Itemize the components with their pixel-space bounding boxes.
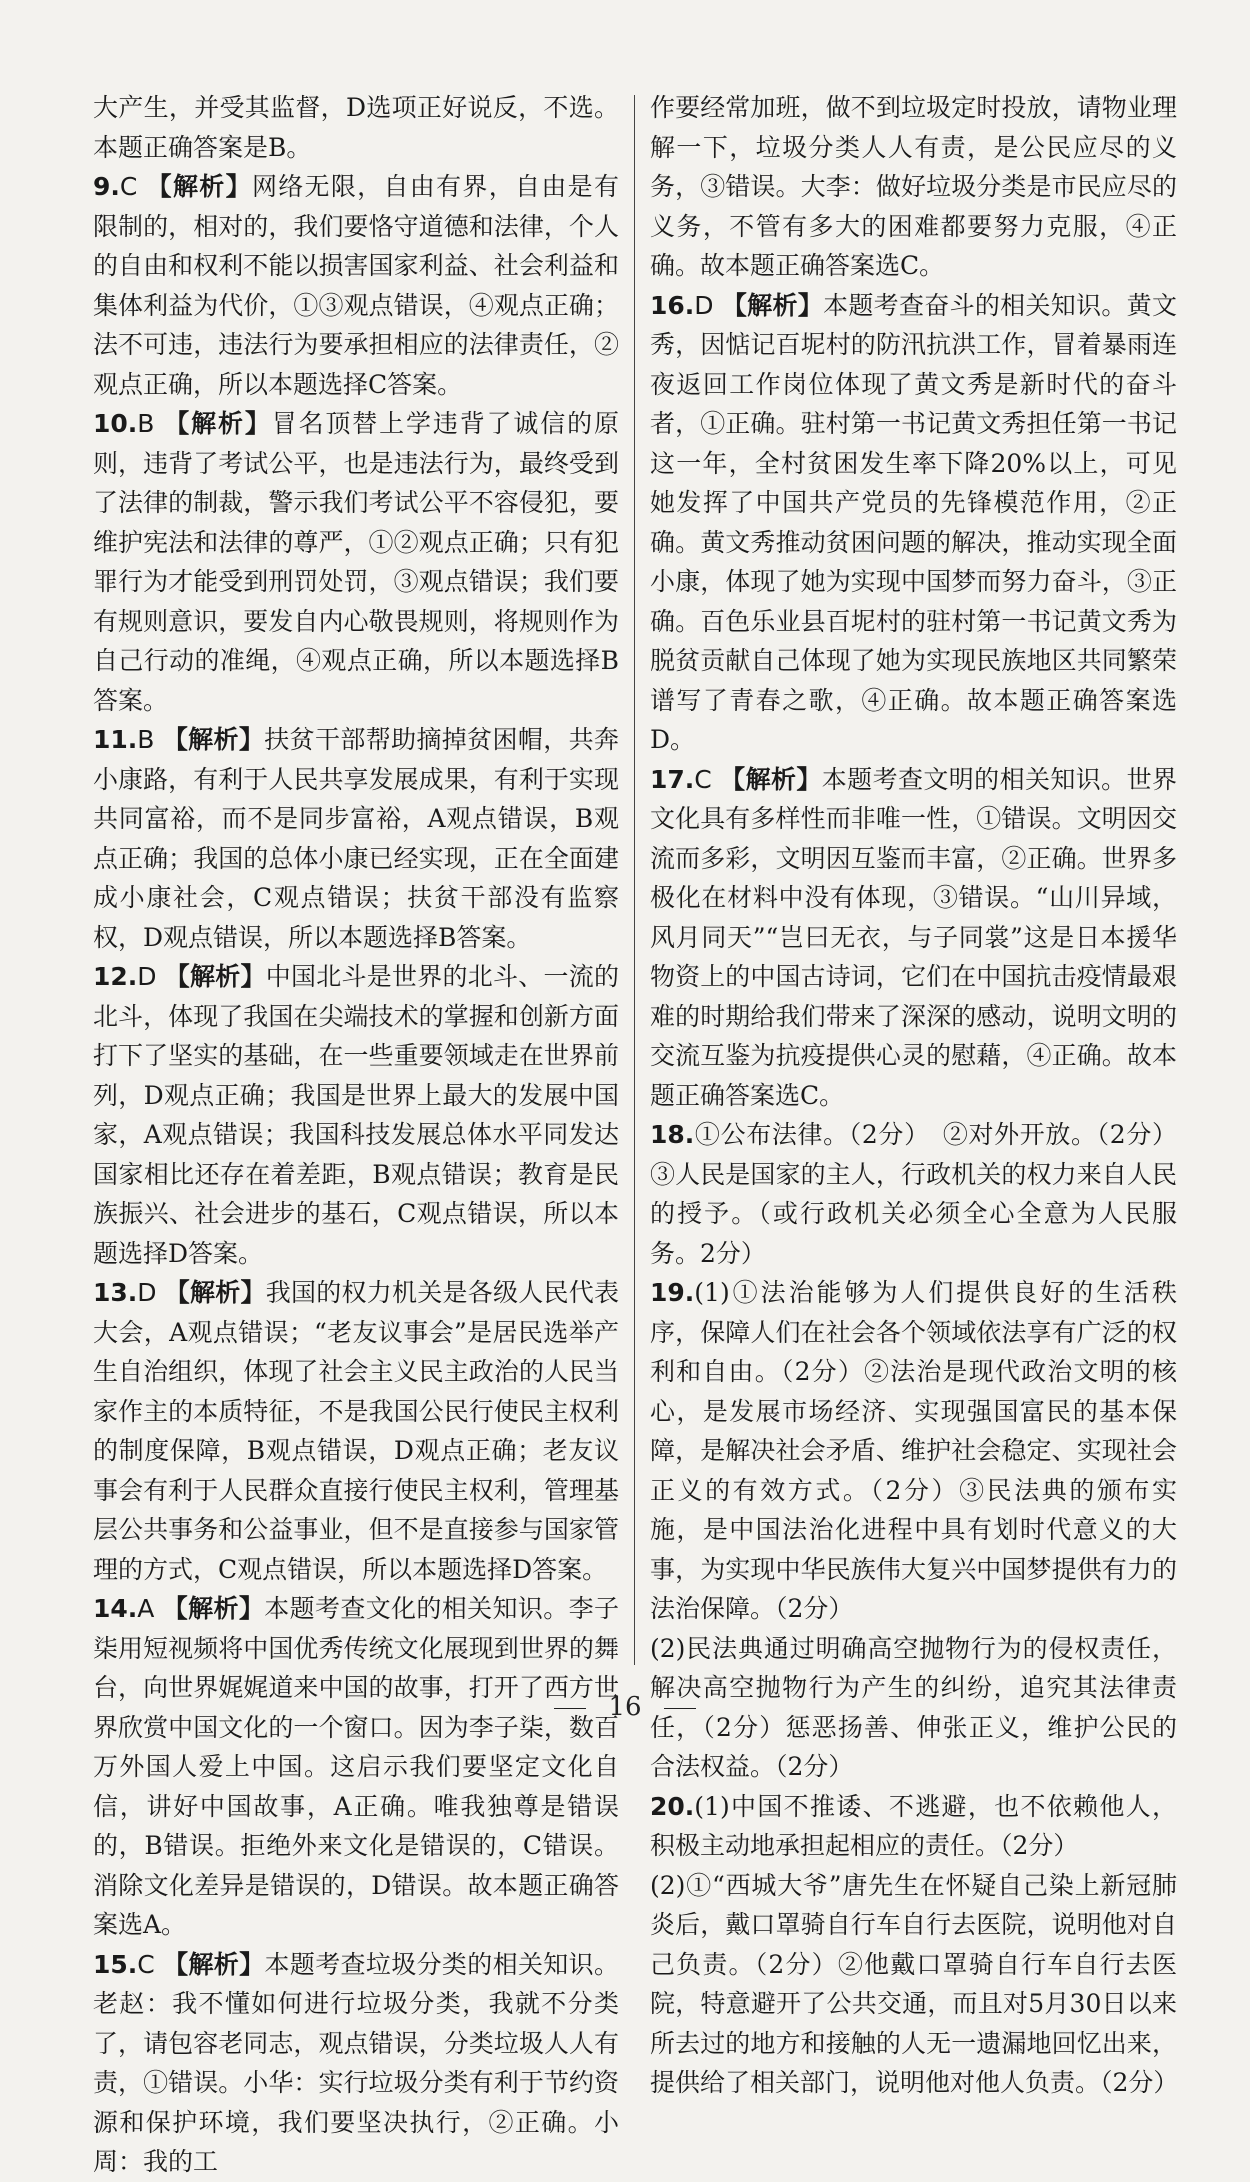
question-number: 15.: [93, 1949, 138, 1979]
analysis-tag: 【解析】: [162, 1594, 265, 1623]
answer-entry: [93, 957, 619, 1273]
analysis-tag: 【解析】: [164, 962, 266, 991]
answer-letter: C: [137, 1949, 155, 1979]
answer-letter: D: [694, 290, 714, 320]
answer-text: (1)中国不推诿、不逃避，也不依赖他人，积极主动地承担起相应的责任。（2分）: [650, 1791, 1177, 1860]
answer-letter: D: [137, 1278, 157, 1307]
answer-entry: [650, 1866, 1177, 2103]
answer-entry: [650, 760, 1177, 1116]
analysis-tag: 【解析】: [721, 290, 824, 320]
answer-text: 本题考查文明的相关知识。世界文化具有多样性而非唯一性，①错误。文明因交流而多彩，文明因互鉴而丰富，②正确。世界多极化在材料中没有体现，③错误。“山川异域，风月同天”“岂曰无衣，与子同裳”这是日本援华物资上的中国古诗词，它们在中国抗击疫情最艰难的时期给我们带来了深深的感动，说明文明的交流互鉴为抗疫提供心灵的慰藉，④正确。故本题正确答案选C。: [650, 764, 1177, 1110]
analysis-tag: 【解析】: [162, 725, 265, 754]
question-number: 11.: [93, 725, 138, 754]
answer-letter: B: [137, 725, 155, 754]
footer-dash-left: [554, 1708, 586, 1709]
answer-entry: [93, 1945, 619, 2182]
question-number: 14.: [93, 1594, 138, 1623]
question-number: 12.: [93, 962, 138, 991]
answer-letter: B: [137, 409, 155, 438]
answer-entry: [93, 1273, 619, 1589]
answer-letter: A: [137, 1594, 155, 1623]
answer-letter: C: [694, 764, 712, 794]
question-number: 18.: [650, 1120, 695, 1149]
analysis-tag: 【解析】: [164, 1278, 266, 1307]
answer-text: 本题考查垃圾分类的相关知识。老赵：我不懂如何进行垃圾分类，我就不分类了，请包容老同志，观点错误，分类垃圾人人有责，①错误。小华：实行垃圾分类有利于节约资源和保护环境，我们要坚决执行，②正确。小周：我的工: [93, 1949, 619, 2176]
answer-entry: [650, 286, 1177, 760]
right-column: [650, 88, 1177, 2103]
analysis-tag: 【解析】: [162, 409, 272, 438]
answer-entry: [93, 167, 619, 404]
analysis-tag: 【解析】: [145, 172, 252, 201]
answer-entry: [650, 1273, 1177, 1629]
answer-entry: [650, 88, 1177, 286]
answer-entry: [93, 404, 619, 720]
question-number: 17.: [650, 764, 695, 794]
question-number: 9.: [93, 172, 120, 201]
answer-text: (1)①法治能够为人们提供良好的生活秩序，保障人们在社会各个领域依法享有广泛的权利和自由。（2分）②法治是现代政治文明的核心，是发展市场经济、实现强国富民的基本保障，是解决社会矛盾、维护社会稳定、实现社会正义的有效方式。（2分）③民法典的颁布实施，是中国法治化进程中具有划时代意义的大事，为实现中华民族伟大复兴中国梦提供有力的法治保障。（2分）: [650, 1278, 1177, 1623]
answer-entry: [93, 720, 619, 957]
page-number: 16: [608, 1692, 642, 1722]
answer-text: 中国北斗是世界的北斗、一流的北斗，体现了我国在尖端技术的掌握和创新方面打下了坚实的基础，在一些重要领域走在世界前列，D观点正确；我国是世界上最大的发展中国家，A观点错误；我国科技发展总体水平同发达国家相比还存在着差距，B观点错误；教育是民族振兴、社会进步的基石，C观点错误，所以本题选择D答案。: [93, 962, 619, 1268]
answer-letter: C: [119, 172, 138, 201]
question-number: 20.: [650, 1791, 695, 1821]
analysis-tag: 【解析】: [162, 1949, 265, 1979]
answer-entry: [650, 1115, 1177, 1273]
answer-text: (2)①“西城大爷”唐先生在怀疑自己染上新冠肺炎后，戴口罩骑自行车自行去医院，说明他对自己负责。（2分）②他戴口罩骑自行车自行去医院，特意避开了公共交通，而且对5月30日以来所去过的地方和接触的人无一遗漏地回忆出来，提供给了相关部门，说明他对他人负责。（2分）: [650, 1870, 1179, 2097]
footer-dash-right: [664, 1708, 696, 1709]
answer-text: 网络无限，自由有界，自由是有限制的，相对的，我们要恪守道德和法律，个人的自由和权利不能以损害国家利益、社会利益和集体利益为代价，①③观点错误，④观点正确；法不可违，违法行为要承担相应的法律责任，②观点正确，所以本题选择C答案。: [93, 172, 619, 399]
answer-text: ①公布法律。（2分） ②对外开放。（2分）③人民是国家的主人，行政机关的权力来自人民的授予。（或行政机关必须全心全意为人民服务。2分）: [650, 1120, 1177, 1268]
answer-entry: [93, 1589, 619, 1945]
answer-text: 冒名顶替上学违背了诚信的原则，违背了考试公平，也是违法行为，最终受到了法律的制裁，警示我们考试公平不容侵犯，要维护宪法和法律的尊严，①②观点正确；只有犯罪行为才能受到刑罚处罚，③观点错误；我们要有规则意识，要发自内心敬畏规则，将规则作为自己行动的准绳，④观点正确，所以本题选择B答案。: [93, 409, 619, 715]
question-number: 10.: [93, 409, 138, 438]
question-number: 16.: [650, 290, 695, 320]
answer-text: 本题考查奋斗的相关知识。黄文秀，因惦记百坭村的防汛抗洪工作，冒着暴雨连夜返回工作岗位体现了黄文秀是新时代的奋斗者，①正确。驻村第一书记黄文秀担任第一书记这一年，全村贫困发生率下降20%以上，可见她发挥了中国共产党员的先锋模范作用，②正确。黄文秀推动贫困问题的解决，推动实现全面小康，体现了她为实现中国梦而努力奋斗，③正确。百色乐业县百坭村的驻村第一书记黄文秀为脱贫贡献自己体现了她为实现民族地区共同繁荣谱写了青春之歌，④正确。故本题正确答案选D。: [650, 290, 1177, 754]
answer-entry: [93, 88, 619, 167]
answer-text: 作要经常加班，做不到垃圾定时投放，请物业理解一下，垃圾分类人人有责，是公民应尽的义务，③错误。大李：做好垃圾分类是市民应尽的义务，不管有多大的困难都要努力克服，④正确。故本题正确答案选C。: [650, 93, 1177, 280]
answer-entry: [650, 1787, 1177, 1866]
answer-text: (2)民法典通过明确高空抛物行为的侵权责任，解决高空抛物行为产生的纠纷，追究其法律责任，（2分）惩恶扬善、伸张正义，维护公民的合法权益。（2分）: [650, 1633, 1177, 1781]
page-footer: [0, 1692, 1250, 1722]
answer-text: 我国的权力机关是各级人民代表大会，A观点错误；“老友议事会”是居民选举产生自治组织，体现了社会主义民主政治的人民当家作主的本质特征，不是我国公民行使民主权利的制度保障，B观点错误，D观点正确；老友议事会有利于人民群众直接行使民主权利，管理基层公共事务和公益事业，但不是直接参与国家管理的方式，C观点错误，所以本题选择D答案。: [93, 1278, 619, 1584]
answer-letter: D: [137, 962, 157, 991]
answer-text: 本题考查文化的相关知识。李子柒用短视频将中国优秀传统文化展现到世界的舞台，向世界娓娓道来中国的故事，打开了西方世界欣赏中国文化的一个窗口。因为李子柒，数百万外国人爱上中国。这启示我们要坚定文化自信，讲好中国故事，A正确。唯我独尊是错误的，B错误。拒绝外来文化是错误的，C错误。消除文化差异是错误的，D错误。故本题正确答案选A。: [93, 1594, 619, 1939]
answer-text: 大产生，并受其监督，D选项正好说反，不选。本题正确答案是B。: [93, 93, 619, 162]
analysis-tag: 【解析】: [719, 764, 822, 794]
question-number: 19.: [650, 1278, 695, 1307]
left-column: [93, 88, 619, 2182]
question-number: 13.: [93, 1278, 138, 1307]
answer-text: 扶贫干部帮助摘掉贫困帽，共奔小康路，有利于人民共享发展成果，有利于实现共同富裕，而不是同步富裕，A观点错误，B观点正确；我国的总体小康已经实现，正在全面建成小康社会，C观点错误；扶贫干部没有监察权，D观点错误，所以本题选择B答案。: [93, 725, 619, 952]
column-divider: [634, 95, 635, 1665]
